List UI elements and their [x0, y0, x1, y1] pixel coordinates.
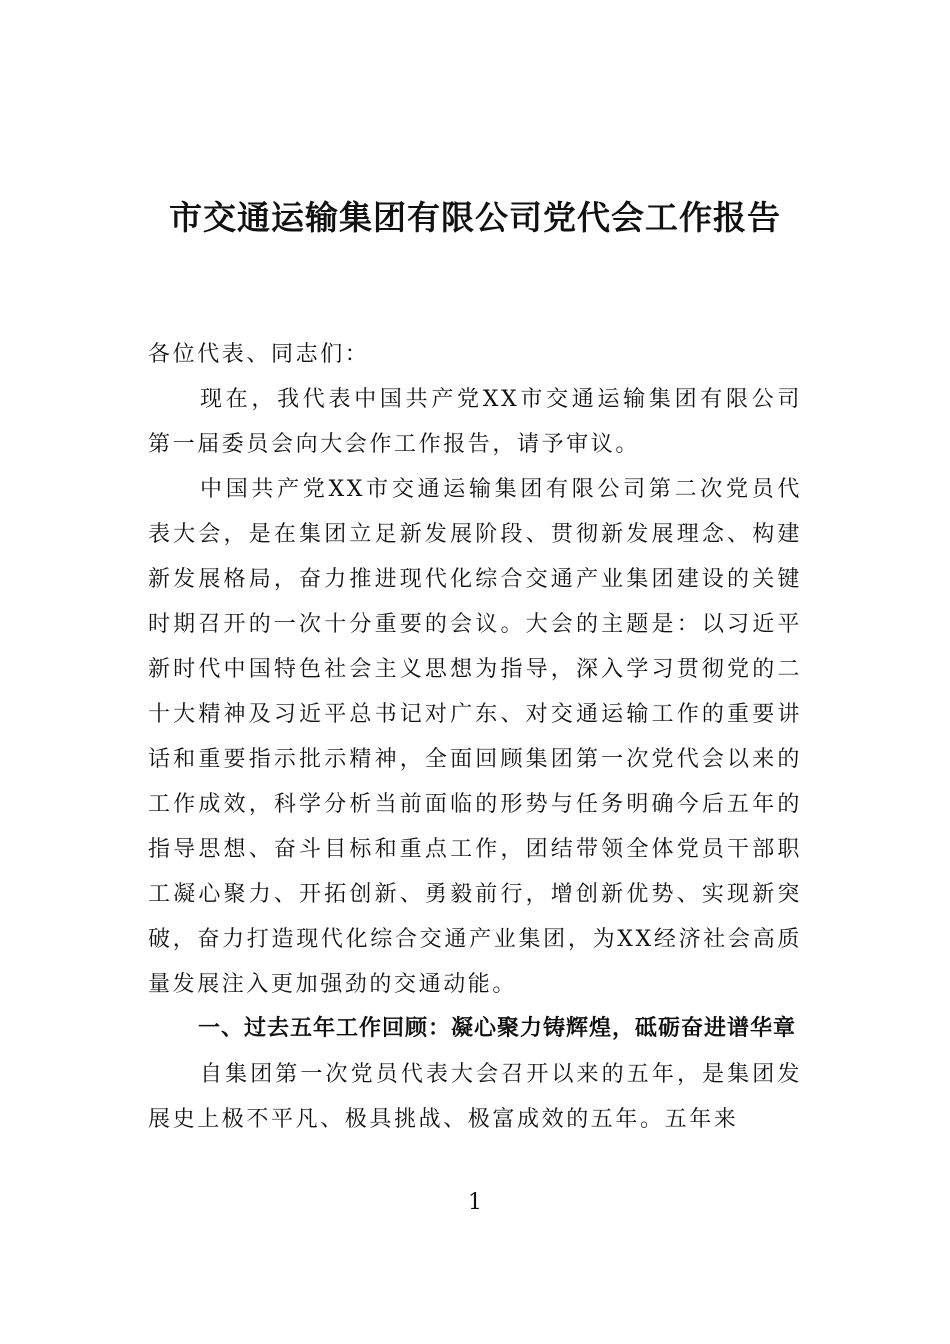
document-body	[148, 332, 802, 1142]
section-heading: 一、过去五年工作回顾：凝心聚力铸辉煌，砥砺奋进谱华章	[198, 1016, 797, 1041]
section-paragraph: 自集团第一次党员代表大会召开以来的五年，是集团发展史上极不平凡、极具挑战、极富成效的五年。五年来	[148, 1062, 802, 1132]
body-paragraph: 中国共产党XX市交通运输集团有限公司第二次党员代表大会，是在集团立足新发展阶段、贯彻新发展理念、构建新发展格局，奋力推进现代化综合交通产业集团建设的关键时期召开的一次十分重要的会议。大会的主题是：以习近平新时代中国特色社会主义思想为指导，深入学习贯彻党的二十大精神及习近平总书记对广东、对交通运输工作的重要讲话和重要指示批示精神，全面回顾集团第一次党代会以来的工作成效，科学分析当前面临的形势与任务明确今后五年的指导思想、奋斗目标和重点工作，团结带领全体党员干部职工凝心聚力、开拓创新、勇毅前行，增创新优势、实现新突破，奋力打造现代化综合交通产业集团，为XX经济社会高质量发展注入更加强劲的交通动能。	[148, 477, 802, 997]
document-title: 市交通运输集团有限公司党代会工作报告	[169, 198, 781, 237]
page-number: 1	[468, 1190, 482, 1215]
salutation: 各位代表、同志们：	[148, 342, 370, 367]
body-paragraph: 现在，我代表中国共产党XX市交通运输集团有限公司第一届委员会向大会作工作报告，请予审议。	[148, 387, 802, 457]
